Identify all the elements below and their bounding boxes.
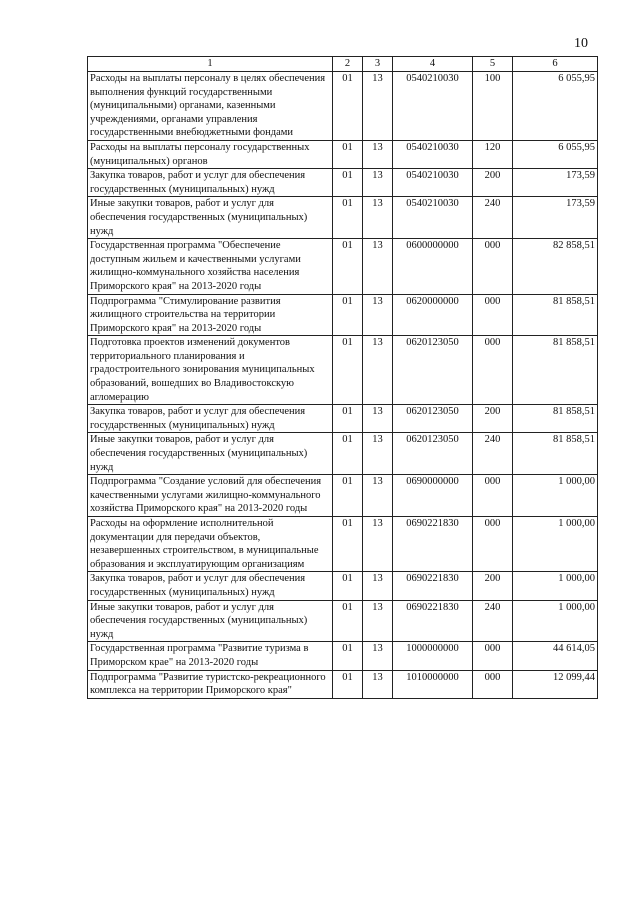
subsection-code-cell: 13 <box>363 239 393 294</box>
budget-table <box>87 56 598 699</box>
row-name-cell: Иные закупки товаров, работ и услуг для обеспечения государственных (муниципальных) нужд <box>88 600 333 642</box>
target-article-cell: 0540210030 <box>393 169 473 197</box>
row-name-cell: Расходы на оформление исполнительной документации для передачи объектов, незавершенных строительством, в муниципальные образования и эксплуатирующим организациям <box>88 517 333 572</box>
expense-type-cell: 000 <box>473 336 513 405</box>
table-row <box>88 433 598 475</box>
amount-cell: 173,59 <box>513 169 598 197</box>
table-row <box>88 670 598 698</box>
subsection-code-cell: 13 <box>363 670 393 698</box>
subsection-code-cell: 13 <box>363 572 393 600</box>
section-code-cell: 01 <box>333 336 363 405</box>
target-article-cell: 0620123050 <box>393 336 473 405</box>
header-cell: 4 <box>393 57 473 72</box>
subsection-code-cell: 13 <box>363 475 393 517</box>
subsection-code-cell: 13 <box>363 642 393 670</box>
table-row <box>88 336 598 405</box>
expense-type-cell: 240 <box>473 197 513 239</box>
amount-cell: 81 858,51 <box>513 294 598 336</box>
subsection-code-cell: 13 <box>363 336 393 405</box>
target-article-cell: 0540210030 <box>393 72 473 141</box>
amount-cell: 1 000,00 <box>513 600 598 642</box>
subsection-code-cell: 13 <box>363 433 393 475</box>
table-row <box>88 169 598 197</box>
expense-type-cell: 000 <box>473 475 513 517</box>
amount-cell: 6 055,95 <box>513 72 598 141</box>
amount-cell: 1 000,00 <box>513 475 598 517</box>
row-name-cell: Закупка товаров, работ и услуг для обеспечения государственных (муниципальных) нужд <box>88 169 333 197</box>
section-code-cell: 01 <box>333 572 363 600</box>
table-row <box>88 72 598 141</box>
expense-type-cell: 240 <box>473 600 513 642</box>
section-code-cell: 01 <box>333 239 363 294</box>
expense-type-cell: 000 <box>473 670 513 698</box>
expense-type-cell: 100 <box>473 72 513 141</box>
table-row <box>88 140 598 168</box>
table-row <box>88 517 598 572</box>
row-name-cell: Подпрограмма "Развитие туристско-рекреационного комплекса на территории Приморского края" <box>88 670 333 698</box>
expense-type-cell: 000 <box>473 294 513 336</box>
table-row <box>88 405 598 433</box>
target-article-cell: 0540210030 <box>393 197 473 239</box>
target-article-cell: 0620000000 <box>393 294 473 336</box>
row-name-cell: Закупка товаров, работ и услуг для обеспечения государственных (муниципальных) нужд <box>88 572 333 600</box>
amount-cell: 81 858,51 <box>513 405 598 433</box>
section-code-cell: 01 <box>333 670 363 698</box>
expense-type-cell: 000 <box>473 239 513 294</box>
amount-cell: 1 000,00 <box>513 517 598 572</box>
header-cell: 5 <box>473 57 513 72</box>
section-code-cell: 01 <box>333 169 363 197</box>
expense-type-cell: 000 <box>473 517 513 572</box>
subsection-code-cell: 13 <box>363 140 393 168</box>
table-row <box>88 475 598 517</box>
expense-type-cell: 200 <box>473 169 513 197</box>
subsection-code-cell: 13 <box>363 169 393 197</box>
table-row <box>88 239 598 294</box>
row-name-cell: Закупка товаров, работ и услуг для обеспечения государственных (муниципальных) нужд <box>88 405 333 433</box>
row-name-cell: Государственная программа "Развитие туризма в Приморском крае" на 2013-2020 годы <box>88 642 333 670</box>
target-article-cell: 1010000000 <box>393 670 473 698</box>
target-article-cell: 0690221830 <box>393 517 473 572</box>
section-code-cell: 01 <box>333 294 363 336</box>
section-code-cell: 01 <box>333 475 363 517</box>
section-code-cell: 01 <box>333 642 363 670</box>
section-code-cell: 01 <box>333 72 363 141</box>
header-row <box>88 57 598 72</box>
table-row <box>88 642 598 670</box>
subsection-code-cell: 13 <box>363 600 393 642</box>
row-name-cell: Подпрограмма "Создание условий для обеспечения качественными услугами жилищно-коммунального хозяйства Приморского края" на 2013-2020 годы <box>88 475 333 517</box>
table-row <box>88 600 598 642</box>
row-name-cell: Иные закупки товаров, работ и услуг для обеспечения государственных (муниципальных) нужд <box>88 197 333 239</box>
header-cell: 2 <box>333 57 363 72</box>
subsection-code-cell: 13 <box>363 517 393 572</box>
row-name-cell: Иные закупки товаров, работ и услуг для обеспечения государственных (муниципальных) нужд <box>88 433 333 475</box>
amount-cell: 81 858,51 <box>513 336 598 405</box>
section-code-cell: 01 <box>333 517 363 572</box>
target-article-cell: 0600000000 <box>393 239 473 294</box>
amount-cell: 81 858,51 <box>513 433 598 475</box>
header-cell: 3 <box>363 57 393 72</box>
section-code-cell: 01 <box>333 405 363 433</box>
target-article-cell: 0540210030 <box>393 140 473 168</box>
amount-cell: 44 614,05 <box>513 642 598 670</box>
section-code-cell: 01 <box>333 197 363 239</box>
header-cell: 1 <box>88 57 333 72</box>
page-number: 10 <box>574 36 588 51</box>
row-name-cell: Подпрограмма "Стимулирование развития жилищного строительства на территории Приморского края" на 2013-2020 годы <box>88 294 333 336</box>
table-row <box>88 197 598 239</box>
section-code-cell: 01 <box>333 140 363 168</box>
table-row <box>88 572 598 600</box>
row-name-cell: Государственная программа "Обеспечение доступным жильем и качественными услугами жилищно-коммунального хозяйства населения Приморского края" на 2013-2020 годы <box>88 239 333 294</box>
section-code-cell: 01 <box>333 600 363 642</box>
subsection-code-cell: 13 <box>363 197 393 239</box>
expense-type-cell: 000 <box>473 642 513 670</box>
subsection-code-cell: 13 <box>363 405 393 433</box>
row-name-cell: Расходы на выплаты персоналу государственных (муниципальных) органов <box>88 140 333 168</box>
target-article-cell: 1000000000 <box>393 642 473 670</box>
amount-cell: 1 000,00 <box>513 572 598 600</box>
section-code-cell: 01 <box>333 433 363 475</box>
header-cell: 6 <box>513 57 598 72</box>
expense-type-cell: 120 <box>473 140 513 168</box>
target-article-cell: 0690221830 <box>393 572 473 600</box>
expense-type-cell: 200 <box>473 572 513 600</box>
target-article-cell: 0690000000 <box>393 475 473 517</box>
row-name-cell: Подготовка проектов изменений документов территориального планирования и градостроительного зонирования муниципальных образований, вошедших во Владивостокскую агломерацию <box>88 336 333 405</box>
expense-type-cell: 200 <box>473 405 513 433</box>
subsection-code-cell: 13 <box>363 294 393 336</box>
amount-cell: 6 055,95 <box>513 140 598 168</box>
row-name-cell: Расходы на выплаты персоналу в целях обеспечения выполнения функций государственными (муниципальными) органами, казенными учреждениями, органами управления государственными внебюджетными фондами <box>88 72 333 141</box>
target-article-cell: 0620123050 <box>393 405 473 433</box>
target-article-cell: 0690221830 <box>393 600 473 642</box>
table-row <box>88 294 598 336</box>
expense-type-cell: 240 <box>473 433 513 475</box>
amount-cell: 173,59 <box>513 197 598 239</box>
amount-cell: 12 099,44 <box>513 670 598 698</box>
target-article-cell: 0620123050 <box>393 433 473 475</box>
amount-cell: 82 858,51 <box>513 239 598 294</box>
subsection-code-cell: 13 <box>363 72 393 141</box>
